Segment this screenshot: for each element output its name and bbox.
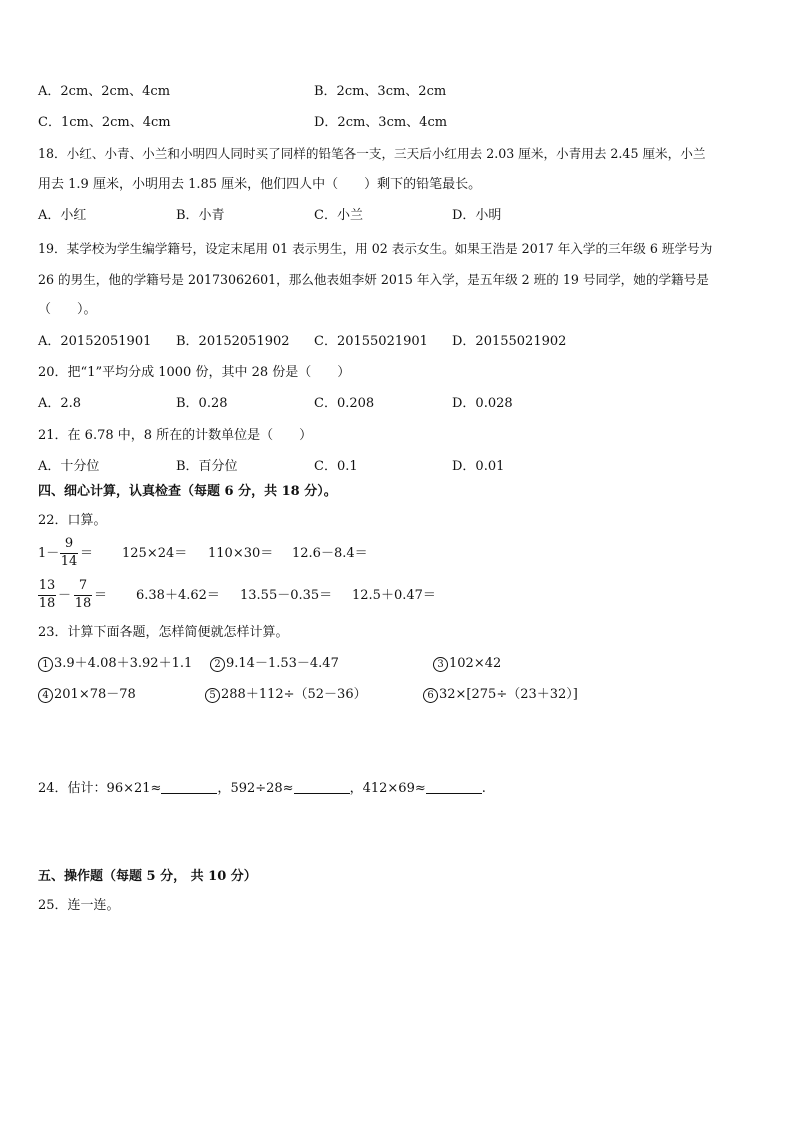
q24-sep-2: ， xyxy=(349,781,363,796)
q23-item-6 xyxy=(423,687,578,703)
q17-option-c[interactable]: C．1cm、2cm、4cm xyxy=(38,115,171,130)
section-4-title: 四、细心计算，认真检查（每题 6 分，共 18 分）。 xyxy=(38,484,337,499)
q20-option-d[interactable]: D．0.028 xyxy=(452,396,513,411)
q18-option-d[interactable]: D．小明 xyxy=(452,208,502,223)
q22-r2-fraction-2 xyxy=(74,579,92,611)
circled-number-4: 4 xyxy=(38,688,53,703)
q17-option-a[interactable]: A．2cm、2cm、4cm xyxy=(38,84,171,99)
q24-expr-2: 592÷28≈ xyxy=(230,781,294,796)
q24-label: 24．估计： xyxy=(38,781,107,796)
circled-number-2: 2 xyxy=(210,657,225,672)
q22-r2-expr3: 13.55－0.35＝ xyxy=(240,588,333,603)
q19-option-a[interactable]: A．20152051901 xyxy=(38,334,152,349)
q22-r1-expr2: 125×24＝ xyxy=(122,546,188,561)
q24-end: . xyxy=(481,781,486,796)
q23-item-6-expr: 32×[275÷（23＋32）] xyxy=(439,687,578,702)
q24-expr-1: 96×21≈ xyxy=(106,781,162,796)
q22-r1-frac-den: 14 xyxy=(60,554,78,569)
q18-stem-line2: 用去 1.9 厘米，小明用去 1.85 厘米，他们四人中（ ）剩下的铅笔最长。 xyxy=(38,177,482,192)
q22-r2-expr2: 6.38＋4.62＝ xyxy=(136,588,220,603)
q22-r1-expr4: 12.6－8.4＝ xyxy=(292,546,368,561)
q19-stem-line1: 19．某学校为学生编学籍号，设定末尾用 01 表示男生，用 02 表示女生。如果王浩是 2017 年入学的三年级 6 班学号为 xyxy=(38,241,713,256)
q22-r1-suffix: ＝ xyxy=(80,546,94,561)
q23-item-4 xyxy=(38,687,136,703)
q22-r1-frac-num: 9 xyxy=(64,536,74,551)
q18-option-a[interactable]: A．小红 xyxy=(38,208,87,223)
section-5-title: 五、操作题（每题 5 分， 共 10 分） xyxy=(38,869,257,884)
q24-answer-blank-3[interactable] xyxy=(426,781,482,794)
q22-r2-minus: － xyxy=(58,588,72,603)
q23-item-3-expr: 102×42 xyxy=(449,656,502,671)
q22-r2-expr4: 12.5＋0.47＝ xyxy=(352,588,436,603)
q23-item-3 xyxy=(433,656,501,672)
q23-item-2-expr: 9.14－1.53－4.47 xyxy=(226,656,339,671)
circled-number-1: 1 xyxy=(38,657,53,672)
q22-r2-frac2-num: 7 xyxy=(78,578,88,593)
q21-stem: 21．在 6.78 中，8 所在的计数单位是（ ） xyxy=(38,428,313,443)
q22-r1-prefix: 1－ xyxy=(38,546,60,561)
q23-item-5 xyxy=(205,687,367,703)
circled-number-5: 5 xyxy=(205,688,220,703)
q20-option-b[interactable]: B．0.28 xyxy=(176,396,228,411)
q24-answer-blank-1[interactable] xyxy=(161,781,217,794)
q23-item-5-expr: 288＋112÷（52－36） xyxy=(221,687,367,702)
q20-option-a[interactable]: A．2.8 xyxy=(38,396,82,411)
q24-answer-blank-2[interactable] xyxy=(294,781,350,794)
q19-stem-line3: （ ）。 xyxy=(38,302,97,317)
circled-number-6: 6 xyxy=(423,688,438,703)
q22-r2-fraction-1 xyxy=(38,579,56,611)
q21-option-a[interactable]: A．十分位 xyxy=(38,459,100,474)
q22-r2-suffix: ＝ xyxy=(94,588,108,603)
q19-option-d[interactable]: D．20155021902 xyxy=(452,334,567,349)
q19-option-c[interactable]: C．20155021901 xyxy=(314,334,428,349)
q21-option-c[interactable]: C．0.1 xyxy=(314,459,358,474)
q25-stem: 25．连一连。 xyxy=(38,898,120,913)
q24-sep-1: ， xyxy=(217,781,231,796)
q23-item-1-expr: 3.9＋4.08＋3.92＋1.1 xyxy=(54,656,193,671)
q22-r2-frac1-den: 18 xyxy=(38,596,56,611)
q21-option-d[interactable]: D．0.01 xyxy=(452,459,505,474)
q22-r2-frac1-num: 13 xyxy=(38,578,56,593)
q23-item-2 xyxy=(210,656,339,672)
q22-r2-frac2-den: 18 xyxy=(74,596,92,611)
q20-stem: 20．把“1”平均分成 1000 份，其中 28 份是（ ） xyxy=(38,365,351,380)
q17-option-b[interactable]: B．2cm、3cm、2cm xyxy=(314,84,447,99)
q19-option-b[interactable]: B．20152051902 xyxy=(176,334,290,349)
q22-stem: 22．口算。 xyxy=(38,513,107,528)
q18-stem-line1: 18．小红、小青、小兰和小明四人同时买了同样的铅笔各一支，三天后小红用去 2.03 厘米，小青用去 2.45 厘米，小兰 xyxy=(38,146,706,161)
q18-option-c[interactable]: C．小兰 xyxy=(314,208,363,223)
q19-stem-line2: 26 的男生，他的学籍号是 20173062601，那么他表姐李妍 2015 年入学，是五年级 2 班的 19 号同学，她的学籍号是 xyxy=(38,272,709,287)
q21-option-b[interactable]: B．百分位 xyxy=(176,459,238,474)
q22-r1-expr3: 110×30＝ xyxy=(208,546,274,561)
q22-r1-fraction xyxy=(60,537,78,569)
q20-option-c[interactable]: C．0.208 xyxy=(314,396,375,411)
q23-item-4-expr: 201×78－78 xyxy=(54,687,136,702)
q18-option-b[interactable]: B．小青 xyxy=(176,208,225,223)
q17-option-d[interactable]: D．2cm、3cm、4cm xyxy=(314,115,448,130)
q24-expr-3: 412×69≈ xyxy=(362,781,426,796)
q23-item-1 xyxy=(38,656,192,672)
q24-line xyxy=(38,781,486,797)
q23-stem: 23．计算下面各题，怎样简便就怎样计算。 xyxy=(38,625,289,640)
circled-number-3: 3 xyxy=(433,657,448,672)
